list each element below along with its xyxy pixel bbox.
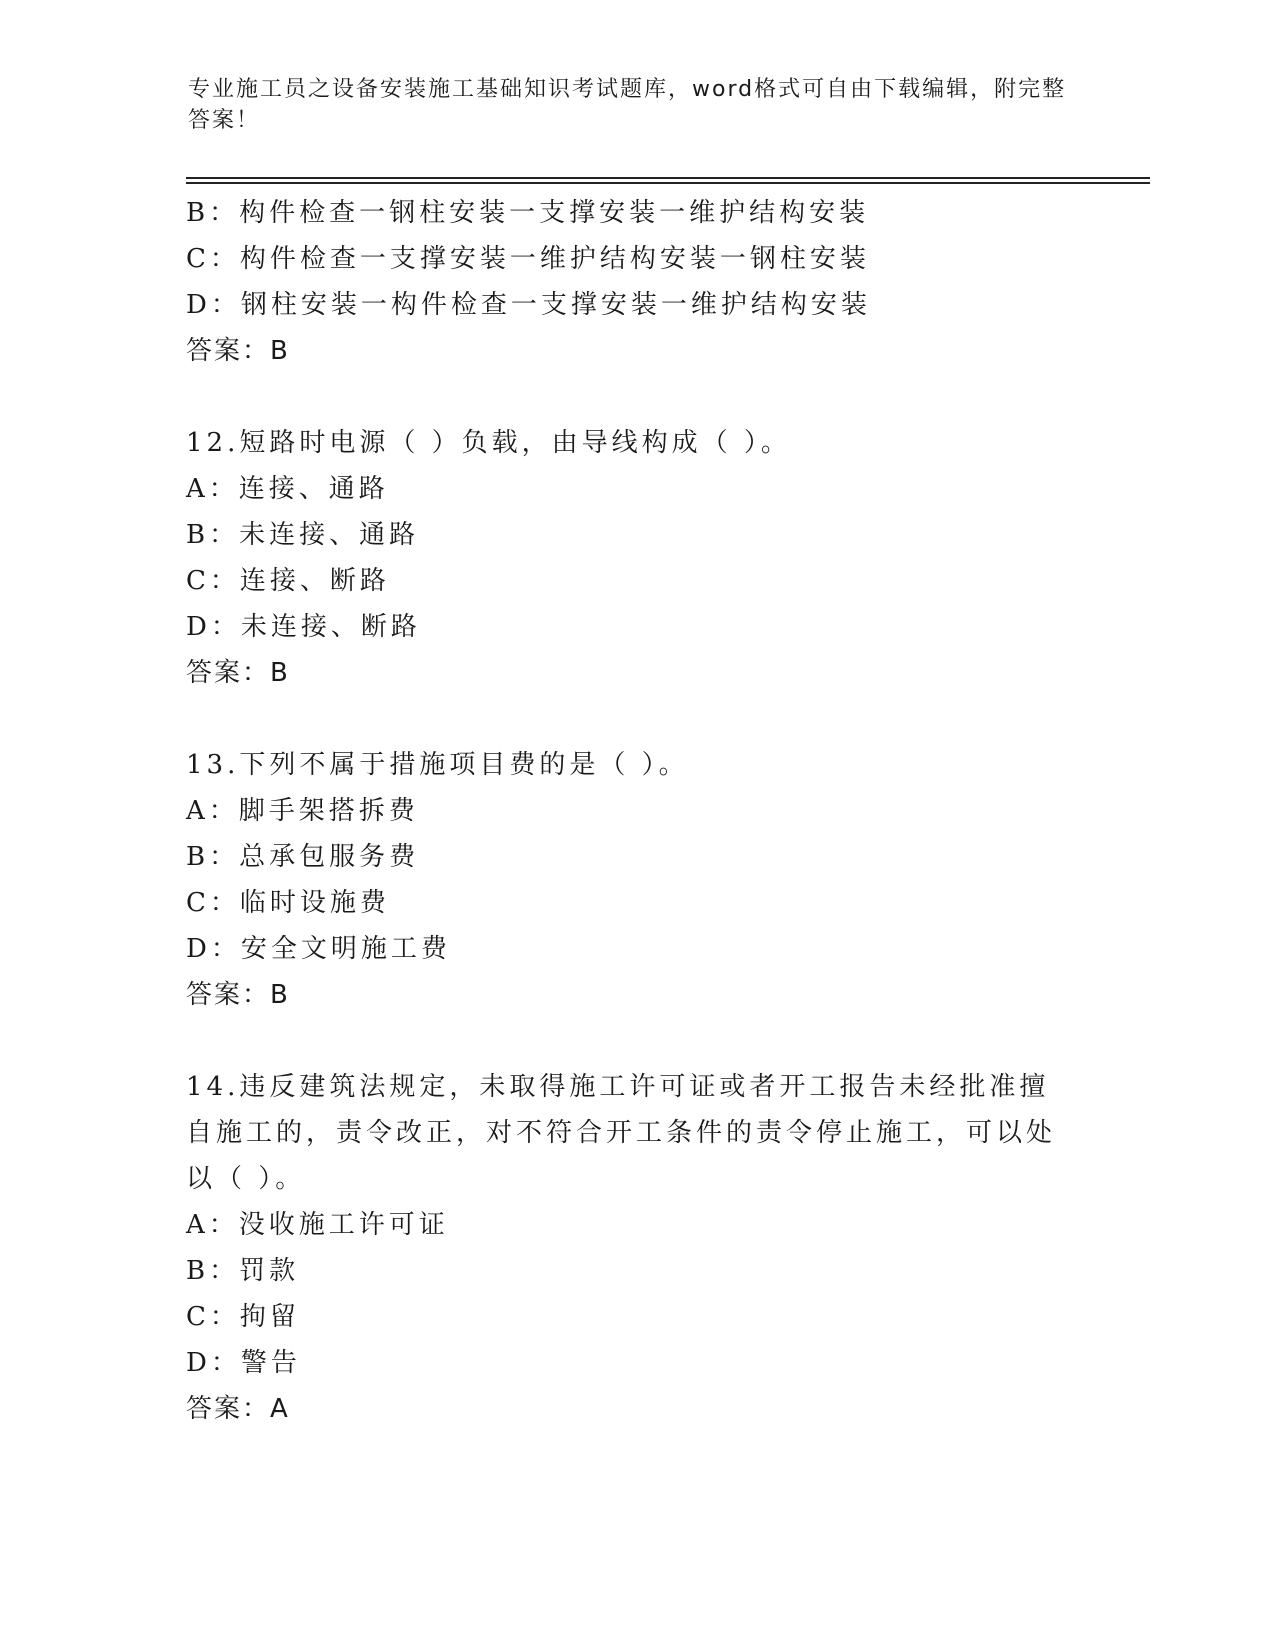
option-d: D：警告 [186,1348,301,1378]
spacer [186,696,1086,742]
option-a: A：没收施工许可证 [186,1210,449,1240]
header-divider-top [186,177,1150,179]
answer-line: 答案：A [186,1394,290,1424]
answer-line: 答案：B [186,336,290,366]
document-header: 专业施工员之设备安装施工基础知识考试题库，word格式可自由下载编辑，附完整答案！ [188,77,1067,133]
option-b: B：总承包服务费 [186,842,420,872]
option-a: A：连接、通路 [186,474,389,504]
question-block-12 [186,420,1086,696]
answer-line: 答案：B [186,980,290,1010]
option-c: C：构件检查一支撑安装一维护结构安装一钢柱安装 [186,244,870,274]
question-stem: 12.短路时电源（ ）负载，由导线构成（ ）。 [186,428,791,458]
question-list [186,190,1086,1432]
spacer [186,1018,1086,1064]
header-divider-bottom [186,182,1150,184]
question-stem: 14.违反建筑法规定，未取得施工许可证或者开工报告未经批准擅自施工的，责令改正，对不符合开工条件的责令停止施工，可以处以（ ）。 [186,1072,1057,1194]
option-c: C：临时设施费 [186,888,390,918]
question-stem: 13.下列不属于措施项目费的是（ ）。 [186,750,689,780]
question-block-14 [186,1064,1086,1432]
question-block-13 [186,742,1086,1018]
option-b: B：未连接、通路 [186,520,420,550]
spacer [186,374,1086,420]
option-d: D：未连接、断路 [186,612,421,642]
option-c: C：连接、断路 [186,566,390,596]
option-d: D：安全文明施工费 [186,934,451,964]
option-a: A：脚手架搭拆费 [186,796,419,826]
option-b: B：罚款 [186,1256,300,1286]
option-d: D：钢柱安装一构件检查一支撑安装一维护结构安装 [186,290,871,320]
option-c: C：拘留 [186,1302,300,1332]
question-block-11 [186,190,1086,374]
answer-line: 答案：B [186,658,290,688]
option-b: B：构件检查一钢柱安装一支撑安装一维护结构安装 [186,198,870,228]
